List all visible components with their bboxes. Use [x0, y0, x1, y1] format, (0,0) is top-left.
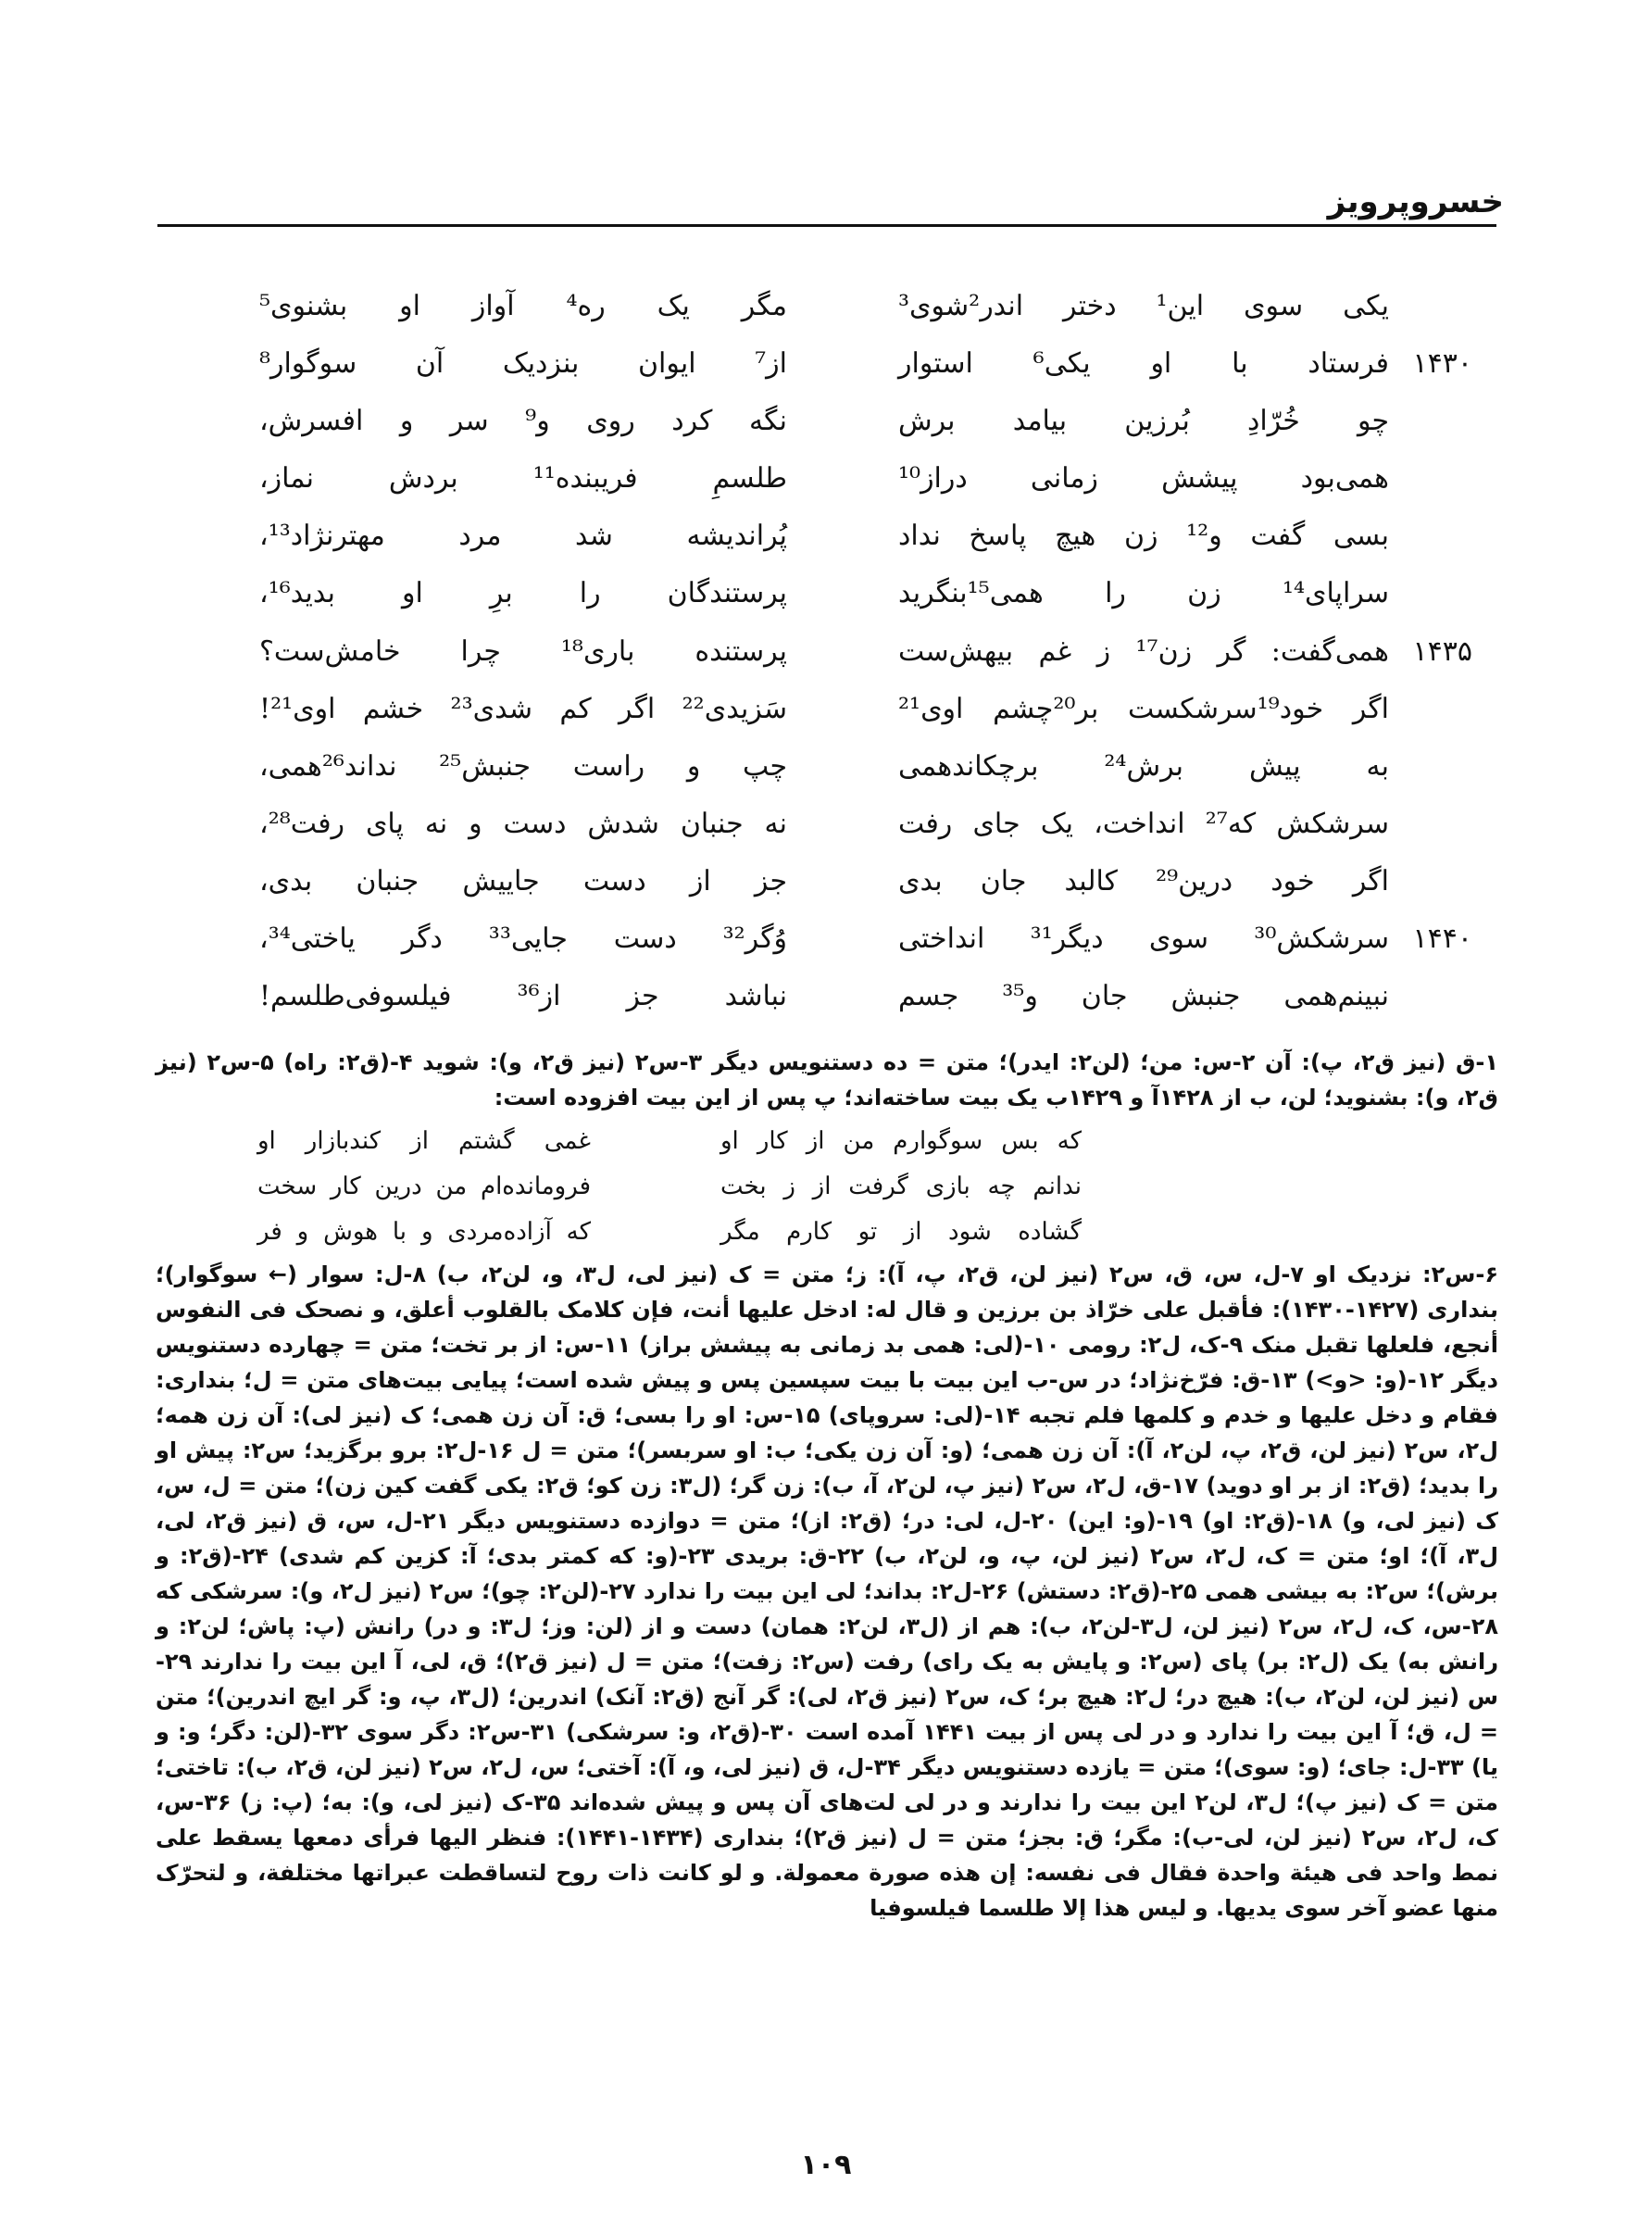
verse-row — [232, 910, 1472, 968]
first-hemistich: سرشکش که²⁷ انداخت، یک جای رفت — [898, 807, 1389, 840]
verse-row — [232, 335, 1472, 393]
first-hemistich: به پیش برش²⁴ برچکاندهمی — [898, 749, 1389, 783]
second-hemistich: پُراندیشه شد مرد مهترنژاد¹³، — [259, 520, 787, 553]
verse-row — [232, 508, 1472, 565]
verse-number: ۱۴۳۵ — [1412, 634, 1472, 668]
verse-row — [232, 796, 1472, 853]
running-head: خسروپرویز — [1327, 183, 1504, 220]
verse-row — [232, 393, 1472, 450]
verse-row — [232, 968, 1472, 1025]
verse-row — [232, 738, 1472, 796]
added-verse-row — [156, 1210, 1498, 1255]
verse-number: ۱۴۳۰ — [1412, 347, 1472, 381]
second-hemistich: نه جنبان شدش دست و نه پای رفت²⁸، — [259, 807, 787, 840]
second-hemistich: پرستنده باری¹⁸ چرا خامش‌ست؟ — [259, 634, 787, 668]
added-first-hemistich: ندانم چه بازی گرفت از ز بخت — [720, 1173, 1082, 1200]
first-hemistich: اگر خود¹⁹سرشکست بر²⁰چشم اوی²¹ — [898, 692, 1389, 725]
first-hemistich: سرشکش³⁰ سوی دیگر³¹ انداختی — [898, 922, 1389, 956]
second-hemistich: چپ و راست جنبش²⁵ نداند²⁶همی، — [259, 749, 787, 783]
verse-row — [232, 853, 1472, 910]
second-hemistich: طلسمِ فریبنده¹¹ بردش نماز، — [259, 462, 787, 496]
verse-number: ۱۴۴۰ — [1412, 922, 1472, 956]
verse-block — [232, 278, 1472, 1025]
added-verse-row — [156, 1164, 1498, 1210]
added-verse-row — [156, 1119, 1498, 1164]
second-hemistich: از⁷ ایوان بنزدیک آن سوگوار⁸ — [259, 347, 787, 381]
page-number: ۱۰۹ — [800, 2149, 852, 2181]
verse-row — [232, 681, 1472, 738]
added-first-hemistich: گشاده شود از تو کارم مگر — [720, 1218, 1082, 1246]
added-verses — [156, 1119, 1498, 1255]
added-second-hemistich: فروماندەام من درین کار سخت — [257, 1173, 591, 1200]
first-hemistich: نبینم‌همی جنبش جان و³⁵ جسم — [898, 980, 1390, 1013]
second-hemistich: جز از دست جاییش جنبان بدی، — [259, 864, 787, 897]
second-hemistich: مگر یک ره⁴ آواز او بشنوی⁵ — [259, 290, 787, 322]
verse-row — [232, 278, 1472, 335]
first-hemistich: چو خُرّادِ بُرزین بیامد برش — [898, 405, 1389, 438]
second-hemistich: وُگر³² دست جایی³³ دگر یاختی³⁴، — [259, 922, 787, 956]
apparatus-paragraph: ۱-ق (نیز ق۲، پ): آن ۲-س: من؛ (لن۲: ایدر)؛ متن = ده دستنویس دیگر ۳-س۲ (نیز ق۲، و): شوید ۴-(ق۲: راه) ۵-س۲ (نیز ق۲، و): بشنوید؛ لن، ب از ۱۴۲۸آ و ۱۴۲۹ب یک بیت ساخته‌اند؛ پ پس از این بیت افزوده است: — [156, 1049, 1499, 1111]
apparatus-paragraph: ۶-س۲: نزدیک او ۷-ل، س، ق، س۲ (نیز لن، ق۲، پ، آ): ز؛ متن = ک (نیز لی، ل۳، و، لن۲، ب) ۸-ل: سوار (← سوگوار)؛ بنداری (۱۴۲۷-۱۴۳۰): فأقبل علی خرّاذ بن برزین و قال له: ادخل علیها أنت، فإن کلامک بالقلوب أعلق، و نصحک فی النفوس أنجع، فلعلها تقبل منک ۹-ک، ل۲: رومی ۱۰-(لی: همی بد زمانی به پیشش براز) ۱۱-س: از بر تخت؛ متن = چهارده دستنویس دیگر ۱۲-(و: <و>) ۱۳-ق: فرّخ‌نژاد؛ در س-ب این بیت با بیت سپسین پس و پیش شده است؛ پیایی بیت‌های متن = ل؛ بنداری: فقام و دخل علیها و خدم و کلمها فلم تجبه ۱۴-(لی: سروپای) ۱۵-س: او را بسی؛ ق: آن زن همی؛ ک (نیز لی): آن زن همه؛ ل۲، س۲ (نیز لن، ق۲، پ، لن۲، آ): آن زن همی؛ (و: آن زن یکی؛ ب: او سربسر)؛ متن = ل ۱۶-ل۲: برو برگزید؛ س۲: پیش او را بدید؛ (ق۲: از بر او دوید) ۱۷-ق، ل۲، س۲ (نیز پ، لن۲، آ، ب): زن گر؛ (ل۳: زن کو؛ ق۲: یکی گفت کین زن)؛ متن = ل، س، ک (نیز لی، و) ۱۸-(ق۲: او) ۱۹-(و: این) ۲۰-ل، لی: در؛ (ق۲: از)؛ متن = دوازده دستنویس دیگر ۲۱-ل، س، ق (نیز ق۲، لی، ل۳، آ)؛ او؛ متن = ک، ل۲، س۲ (نیز لن، پ، و، لن۲، ب) ۲۲-ق: بریدی ۲۳-(و: که کمتر بدی؛ آ: کزین کم شدی) ۲۴-(ق۲: و برش)؛ س۲: به بیشی همی ۲۵-(ق۲: دستش) ۲۶-ل۲: بداند؛ لی این بیت را ندارد ۲۷-(لن۲: چو)؛ س۲ (نیز ل۲، و): سرشکی که ۲۸-س، ک، ل۲، س۲ (نیز لن، ل۳-لن۲، ب): هم از (ل۳، لن۲: همان) دست و از (لن: وز؛ ل۳: و در) رانش (پ: پاش؛ لن۲: و رانش به) یک (ل۲: بر) پای (س۲: و پایش به یک رای) رفت (س۲: زفت)؛ متن = ل (نیز ق۲)؛ ق، لی، آ این بیت را ندارند ۲۹-س (نیز لن، لن۲، ب): هیچ در؛ ل۲: هیچ بر؛ ک، س۲ (نیز ق۲، لی): گر آنج (ق۲: آنک) اندرین؛ (ل۳، پ، و: گر ایچ اندرین)؛ متن = ل، ق؛ آ این بیت را ندارد و در لی پس از بیت ۱۴۴۱ آمده است ۳۰-(ق۲، و: سرشکی) ۳۱-س۲: دگر سوی ۳۲-(لن: دگر؛ و: و یا) ۳۳-ل: جای؛ (و: سوی)؛ متن = یازده دستنویس دیگر ۳۴-ل، ق (نیز لی، و، آ): آختی؛ س، ل۲، س۲ (نیز لن، ق۲، ب): تاختی؛ متن = ک (نیز پ)؛ ل۳، لن۲ این بیت را ندارند و در لی لت‌های آن پس و پیش شده‌اند ۳۵-ک (نیز لی، و): به؛ (پ: ز) ۳۶-س، ک، ل۲، س۲ (نیز لن، لی-ب): مگر؛ ق: بجز؛ متن = ل (نیز ق۲)؛ بنداری (۱۴۳۴-۱۴۴۱): فنظر الیها فرأی دمعها یسقط علی نمط واحد فی هیئة واحدة فقال فی نفسه: إن هذه صورة معمولة. و لو کانت ذات روح لتساقطت عبراتها مختلفة، و لتحرّک منها عضو آخر سوی یدیها. و لیس هذا إلا طلسما فیلسوفیا — [156, 1261, 1499, 1921]
first-hemistich: سراپای¹⁴ زن را همی¹⁵بنگرید — [898, 577, 1389, 610]
added-first-hemistich: که بس سوگوارم من از کار او — [720, 1127, 1082, 1155]
second-hemistich: نباشد جز از³⁶ فیلسوفی‌طلسم! — [259, 980, 787, 1013]
second-hemistich: نگه کرد روی و⁹ سر و افسرش، — [259, 405, 787, 438]
first-hemistich: اگر خود درین²⁹ کالبد جان بدی — [898, 864, 1389, 897]
added-second-hemistich: غمی گشتم از کندبازار او — [257, 1127, 591, 1155]
header-rule — [157, 224, 1496, 227]
critical-apparatus — [156, 1045, 1498, 1926]
first-hemistich: یکی سوی این¹ دختر اندر²شوی³ — [898, 290, 1389, 322]
verse-row — [232, 623, 1472, 681]
first-hemistich: همی‌بود پیشش زمانی دراز¹⁰ — [898, 462, 1389, 496]
second-hemistich: پرستندگان را برِ او بدید¹⁶، — [259, 577, 787, 610]
verse-row — [232, 450, 1472, 508]
first-hemistich: بسی گفت و¹² زن هیچ پاسخ نداد — [898, 520, 1389, 553]
second-hemistich: سَزیدی²² اگر کم شدی²³ خشم اوی²¹! — [259, 692, 787, 725]
verse-row — [232, 565, 1472, 622]
first-hemistich: همی‌گفت: گر زن¹⁷ ز غم بیهش‌ست — [898, 634, 1389, 668]
added-second-hemistich: که آزاده‌مردی و با هوش و فر — [257, 1218, 591, 1246]
first-hemistich: فرستاد با او یکی⁶ استوار — [898, 347, 1389, 381]
